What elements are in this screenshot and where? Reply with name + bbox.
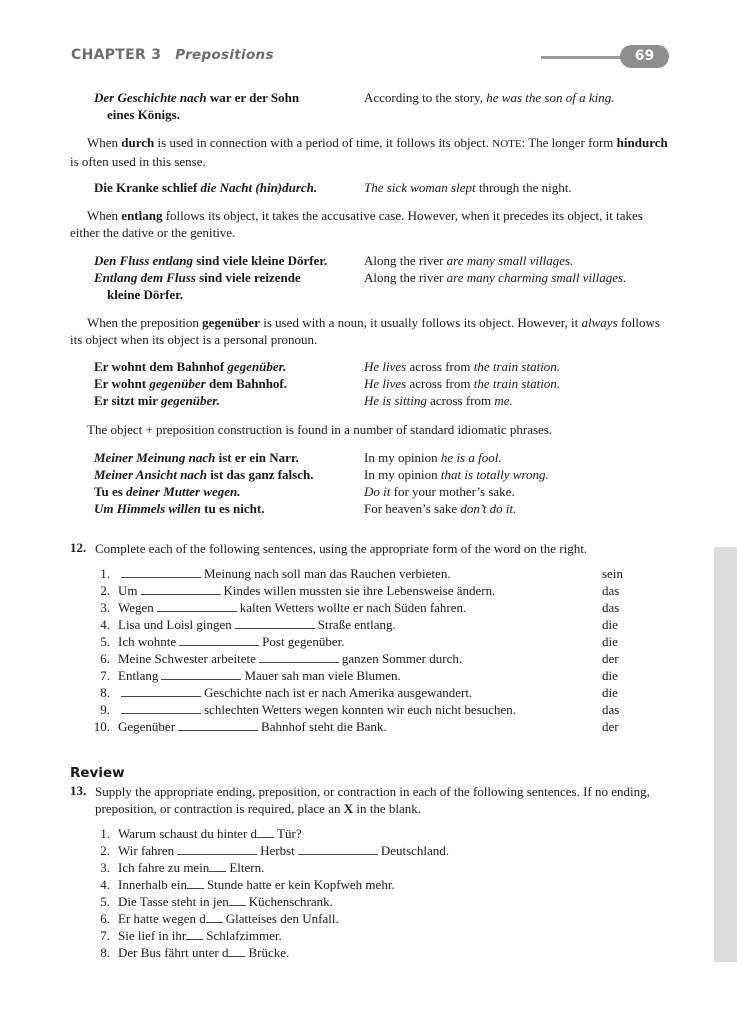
text-run: gegenüber <box>149 376 206 391</box>
text-run: The object + preposition construction is found in a number of standard idiomatic phrases. <box>87 422 553 437</box>
text-run: kleine Dörfer. <box>107 287 184 302</box>
text-run: is often used in this sense. <box>70 154 206 169</box>
text-run: For heaven’s sake <box>364 501 461 516</box>
text-run: Ich wohnte <box>118 634 177 649</box>
german-example <box>94 449 364 466</box>
text-run: Innerhalb ein <box>118 877 187 892</box>
text-run: Post gegenüber. <box>262 634 345 649</box>
text-run: In my opinion <box>364 467 441 482</box>
item-sentence <box>118 701 516 718</box>
text-run: across from <box>406 359 474 374</box>
text-run: Sie lief in ihr <box>118 928 187 943</box>
german-example <box>94 269 364 303</box>
answer-blank[interactable] <box>235 617 315 629</box>
text-run: me. <box>494 393 513 408</box>
english-translation <box>364 269 684 286</box>
text-run: He lives <box>364 359 407 374</box>
item-cue-word: sein <box>602 566 623 581</box>
item-sentence <box>118 633 344 650</box>
running-header <box>71 47 274 63</box>
text-run: Die Kranke schlief <box>94 180 201 195</box>
text-run: Wir fahren <box>118 843 175 858</box>
text-run: Um <box>118 583 138 598</box>
item-number: 5. <box>100 634 110 649</box>
text-run: Meiner Ansicht nach <box>94 467 207 482</box>
item-sentence <box>118 616 396 633</box>
text-run: the train station. <box>473 359 561 374</box>
exercise-number: 13. <box>70 783 87 798</box>
text-run: Er sitzt mir <box>94 393 162 408</box>
text-run: Lisa und Loisl gingen <box>118 617 232 632</box>
text-run: When <box>87 135 122 150</box>
english-translation <box>364 392 684 409</box>
text-run: He lives <box>364 376 407 391</box>
text-run: in the blank. <box>353 801 422 816</box>
item-cue-word: das <box>602 583 620 598</box>
header-rule <box>541 56 631 59</box>
text-run: gegenüber. <box>227 359 287 374</box>
item-number: 1. <box>100 826 110 841</box>
text-run: In my opinion <box>364 450 441 465</box>
text-run: Warum schaust du hinter d <box>118 826 258 841</box>
text-run: Supply the appropriate ending, preposition, or contraction in each of the following sentences. If no ending, preposition, or contraction is required, place an <box>95 784 650 816</box>
english-translation <box>364 358 684 375</box>
text-run: Tu es <box>94 484 127 499</box>
text-run: Schlafzimmer. <box>206 928 282 943</box>
answer-blank[interactable] <box>177 843 257 855</box>
english-translation <box>364 466 684 483</box>
item-sentence <box>118 842 449 859</box>
text-run: that is totally wrong. <box>440 467 549 482</box>
exercise-instruction: Complete each of the following sentences, using the appropriate form of the word on the right. <box>95 541 588 556</box>
text-run: When the preposition <box>87 315 203 330</box>
text-run: war er der Sohn <box>206 90 300 105</box>
answer-blank[interactable] <box>298 843 378 855</box>
answer-blank[interactable] <box>178 719 258 731</box>
item-sentence <box>118 876 395 893</box>
text-run: schlechten Wetters wegen konnten wir euch nicht besuchen. <box>204 702 517 717</box>
item-number: 6. <box>100 911 110 926</box>
german-example <box>94 375 364 392</box>
answer-blank[interactable] <box>121 685 201 697</box>
english-translation <box>364 179 684 196</box>
text-run: deiner Mutter wegen. <box>126 484 241 499</box>
text-run: Stunde hatte er kein Kopfweh mehr. <box>206 877 395 892</box>
text-run: follows its object when its object is a personal pronoun. <box>70 315 660 347</box>
german-example <box>94 252 364 269</box>
text-run: ist er ein Narr. <box>215 450 299 465</box>
item-cue-word: die <box>602 668 618 683</box>
text-run: are many small villages. <box>446 253 574 268</box>
text-run: dem Bahnhof. <box>205 376 288 391</box>
item-cue-word: die <box>602 685 618 700</box>
answer-blank[interactable] <box>209 860 226 872</box>
item-cue-word: der <box>602 719 619 734</box>
text-run: Den Fluss entlang <box>94 253 193 268</box>
text-run: Kindes willen mussten sie ihre Lebensweise ändern. <box>223 583 496 598</box>
text-run: Der Geschichte nach <box>94 90 207 105</box>
text-run: : The longer form <box>521 135 617 150</box>
answer-blank[interactable] <box>141 583 221 595</box>
item-sentence <box>118 927 282 944</box>
text-run: he is a fool. <box>440 450 502 465</box>
item-sentence <box>118 944 289 961</box>
text-run: ganzen Sommer durch. <box>341 651 463 666</box>
text-run: Bahnhof steht die Bank. <box>261 719 387 734</box>
text-run: Entlang dem Fluss <box>94 270 196 285</box>
text-run: X <box>343 801 354 816</box>
text-run: tu es nicht. <box>200 501 265 516</box>
text-run: across from <box>426 393 495 408</box>
text-run: kalten Wetters wollte er nach Süden fahren. <box>239 600 467 615</box>
text-run: The sick woman slept <box>364 180 476 195</box>
text-run: sind viele reizende <box>195 270 301 285</box>
item-number: 2. <box>100 843 110 858</box>
item-cue-word: die <box>602 617 618 632</box>
text-run: Glatteises den Unfall. <box>225 911 339 926</box>
text-run: is used with a noun, it usually follows its object. However, it <box>259 315 582 330</box>
text-run: Tür? <box>277 826 302 841</box>
german-example <box>94 392 364 409</box>
item-sentence <box>118 599 466 616</box>
item-cue-word: das <box>602 702 620 717</box>
item-sentence <box>118 565 451 582</box>
item-number: 10. <box>93 719 110 734</box>
item-number: 3. <box>100 860 110 875</box>
section-heading-review: Review <box>70 765 125 781</box>
paragraph <box>70 314 670 348</box>
paragraph <box>70 134 670 170</box>
text-run: Meine Schwester arbeitete <box>118 651 256 666</box>
text-run: die Nacht (hin)durch. <box>200 180 318 195</box>
chapter-label: CHAPTER 3 <box>71 47 162 63</box>
text-run: gegenüber. <box>161 393 220 408</box>
text-run: Der Bus fährt unter d <box>118 945 229 960</box>
item-cue-word: der <box>602 651 619 666</box>
item-number: 7. <box>100 668 110 683</box>
text-run: Mauer sah man viele Blumen. <box>244 668 401 683</box>
answer-blank[interactable] <box>187 877 204 889</box>
item-cue-word: die <box>602 634 618 649</box>
answer-blank[interactable] <box>161 668 241 680</box>
item-number: 3. <box>100 600 110 615</box>
english-translation <box>364 252 684 269</box>
text-run: across from <box>406 376 474 391</box>
text-run: He is sitting <box>364 393 427 408</box>
text-run: Brücke. <box>248 945 290 960</box>
item-sentence <box>118 859 264 876</box>
english-translation <box>364 449 684 466</box>
text-run: Straße entlang. <box>317 617 396 632</box>
item-sentence <box>118 582 495 599</box>
answer-blank[interactable] <box>206 911 223 923</box>
answer-blank[interactable] <box>259 651 339 663</box>
item-number: 4. <box>100 617 110 632</box>
text-run: When <box>87 208 122 223</box>
item-number: 6. <box>100 651 110 666</box>
text-run: Along the river <box>364 270 447 285</box>
text-run: the train station. <box>473 376 561 391</box>
page-number: 69 <box>620 45 669 68</box>
text-run: Küchenschrank. <box>248 894 333 909</box>
answer-blank[interactable] <box>179 634 259 646</box>
german-example <box>94 500 364 517</box>
text-run: Er wohnt <box>94 376 150 391</box>
text-run: Herbst <box>260 843 295 858</box>
german-example <box>94 466 364 483</box>
item-sentence <box>118 650 462 667</box>
chapter-title: Prepositions <box>175 47 274 63</box>
answer-blank[interactable] <box>157 600 237 612</box>
exercise-instruction <box>95 783 675 817</box>
text-run: entlang <box>121 208 163 223</box>
german-example-continuation <box>94 286 364 303</box>
text-run: Deutschland. <box>380 843 450 858</box>
item-sentence <box>118 825 302 842</box>
paragraph <box>70 207 670 241</box>
english-translation <box>364 500 684 517</box>
text-run: NOTE <box>492 138 522 150</box>
paragraph <box>70 421 670 438</box>
english-translation <box>364 89 684 106</box>
german-example <box>94 89 364 123</box>
text-run: Meinung nach soll man das Rauchen verbieten. <box>204 566 451 581</box>
text-run: Wegen <box>118 600 154 615</box>
english-translation <box>364 375 684 392</box>
text-run: eines Königs. <box>107 107 180 122</box>
item-number: 7. <box>100 928 110 943</box>
text-run: are many charming small villages. <box>446 270 627 285</box>
text-run: Do it <box>364 484 391 499</box>
answer-blank[interactable] <box>228 945 245 957</box>
item-number: 8. <box>100 945 110 960</box>
text-run: Er wohnt dem Bahnhof <box>94 359 228 374</box>
text-run: he was the son of a king. <box>486 90 615 105</box>
text-run: follows its object, it takes the accusative case. However, when it precedes its object, it takes either the dative or the genitive. <box>70 208 643 240</box>
text-run: Ich fahre zu mein <box>118 860 210 875</box>
item-number: 4. <box>100 877 110 892</box>
item-sentence <box>118 893 333 910</box>
text-run: gegenüber <box>202 315 260 330</box>
item-number: 2. <box>100 583 110 598</box>
item-sentence <box>118 910 339 927</box>
text-run: don’t do it. <box>460 501 517 516</box>
text-run: through the night. <box>475 180 572 195</box>
text-run: Along the river <box>364 253 447 268</box>
text-run: Eltern. <box>229 860 265 875</box>
item-cue-word: das <box>602 600 620 615</box>
german-example <box>94 179 364 196</box>
item-number: 5. <box>100 894 110 909</box>
answer-blank[interactable] <box>186 928 203 940</box>
text-run: Meiner Meinung nach <box>94 450 216 465</box>
item-sentence <box>118 718 387 735</box>
text-run: hindurch <box>616 135 668 150</box>
text-run: Um Himmels willen <box>94 501 201 516</box>
text-run: sind viele kleine Dörfer. <box>192 253 328 268</box>
german-example <box>94 483 364 500</box>
text-run: always <box>581 315 618 330</box>
answer-blank[interactable] <box>229 894 246 906</box>
text-run: durch <box>121 135 155 150</box>
text-run: According to the story, <box>364 90 487 105</box>
text-run: Geschichte nach ist er nach Amerika ausgewandert. <box>204 685 473 700</box>
text-run: Er hatte wegen d <box>118 911 206 926</box>
german-example <box>94 358 364 375</box>
text-run: for your mother’s sake. <box>390 484 515 499</box>
exercise-number: 12. <box>70 540 87 555</box>
text-run: Die Tasse steht in jen <box>118 894 229 909</box>
item-number: 8. <box>100 685 110 700</box>
item-number: 9. <box>100 702 110 717</box>
english-translation <box>364 483 684 500</box>
text-run: is used in connection with a period of time, it follows its object. <box>154 135 493 150</box>
page-edge-tab <box>714 547 737 962</box>
item-sentence <box>118 684 472 701</box>
text-run: Entlang <box>118 668 159 683</box>
text-run: ist das ganz falsch. <box>206 467 314 482</box>
answer-blank[interactable] <box>121 702 201 714</box>
item-number: 1. <box>100 566 110 581</box>
item-sentence <box>118 667 401 684</box>
text-run: Gegenüber <box>118 719 176 734</box>
answer-blank[interactable] <box>257 826 274 838</box>
answer-blank[interactable] <box>121 566 201 578</box>
german-example-continuation <box>94 106 364 123</box>
